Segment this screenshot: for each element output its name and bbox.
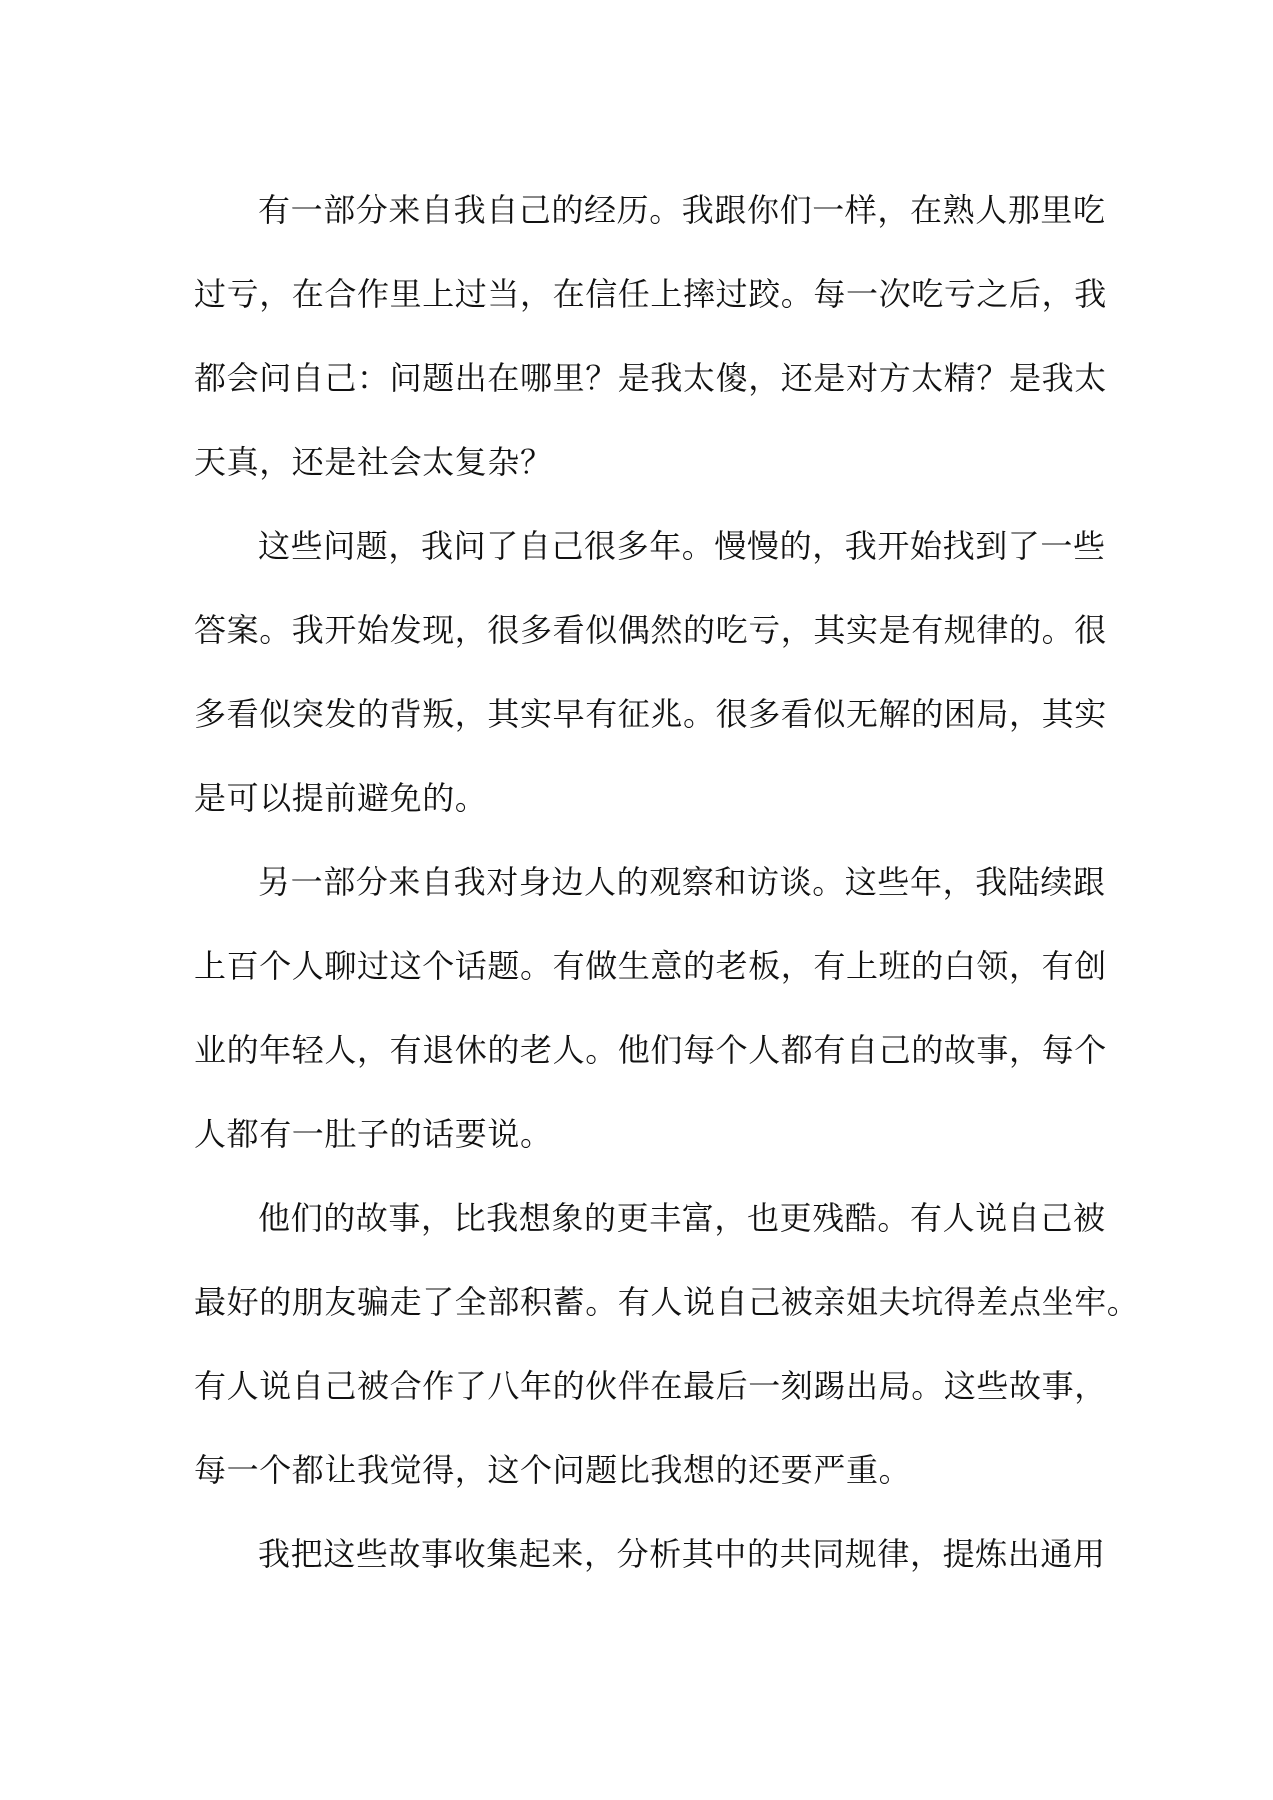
paragraph-line: 他们的故事，比我想象的更丰富，也更残酷。有人说自己被 [258,1199,1106,1237]
paragraph-line: 这些问题，我问了自己很多年。慢慢的，我开始找到了一些 [258,527,1106,565]
paragraph-line: 最好的朋友骗走了全部积蓄。有人说自己被亲姐夫坑得差点坐牢。 [194,1283,1140,1321]
document-body [194,168,1140,1596]
paragraph-line: 另一部分来自我对身边人的观察和访谈。这些年，我陆续跟 [258,863,1106,901]
paragraph-line: 是可以提前避免的。 [194,779,488,817]
paragraph-line: 答案。我开始发现，很多看似偶然的吃亏，其实是有规律的。很 [194,611,1107,649]
paragraph-line: 天真，还是社会太复杂？ [194,443,553,481]
paragraph-line: 我把这些故事收集起来，分析其中的共同规律，提炼出通用 [258,1535,1106,1573]
paragraph-line: 都会问自己：问题出在哪里？是我太傻，还是对方太精？是我太 [194,359,1107,397]
paragraph-line: 有人说自己被合作了八年的伙伴在最后一刻踢出局。这些故事， [194,1367,1107,1405]
paragraph-line: 多看似突发的背叛，其实早有征兆。很多看似无解的困局，其实 [194,695,1107,733]
paragraph-2 [194,504,1107,840]
paragraph-5 [194,1512,1106,1596]
paragraph-line: 业的年轻人，有退休的老人。他们每个人都有自己的故事，每个 [194,1031,1107,1069]
paragraph-line: 人都有一肚子的话要说。 [194,1115,553,1153]
paragraph-line: 每一个都让我觉得，这个问题比我想的还要严重。 [194,1451,912,1489]
paragraph-line: 过亏，在合作里上过当，在信任上摔过跤。每一次吃亏之后，我 [194,275,1107,313]
paragraph-line: 有一部分来自我自己的经历。我跟你们一样，在熟人那里吃 [258,191,1106,229]
paragraph-3 [194,840,1107,1176]
paragraph-1 [194,168,1107,504]
paragraph-line: 上百个人聊过这个话题。有做生意的老板，有上班的白领，有创 [194,947,1107,985]
paragraph-4 [194,1176,1140,1512]
